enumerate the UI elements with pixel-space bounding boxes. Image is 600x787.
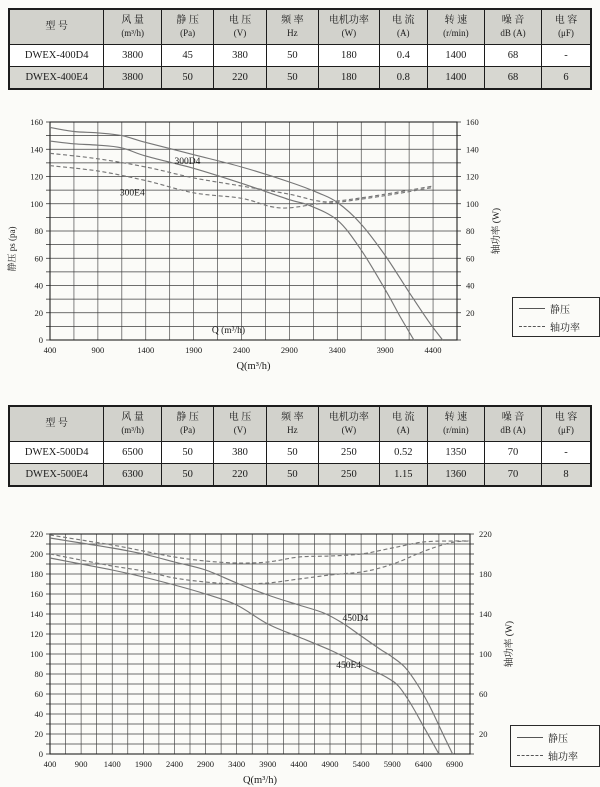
header-unit: (μF) — [558, 424, 574, 435]
y-tick-label-left: 160 — [30, 117, 43, 127]
y-tick-label-right: 140 — [479, 609, 492, 619]
table-header-cell — [214, 9, 266, 45]
table-cell: 250 — [319, 464, 380, 487]
inner-x-axis-label: Q (m³/h) — [211, 326, 246, 336]
y-tick-label-left: 80 — [34, 226, 43, 236]
x-tick-label: 3900 — [376, 345, 394, 355]
table-cell: 68 — [484, 67, 541, 90]
y-axis-label-right: 轴功率 (W) — [505, 620, 515, 668]
header-title: 风 量 — [121, 15, 144, 27]
chart-legend — [510, 725, 600, 767]
chart-svg — [0, 100, 600, 376]
y-tick-label-left: 60 — [34, 253, 43, 264]
header-unit: (r/min) — [443, 27, 469, 38]
y-tick-label-left: 80 — [34, 669, 43, 679]
table-header-cell — [484, 9, 541, 45]
table-header-cell — [9, 9, 104, 45]
table-cell: 3800 — [104, 45, 162, 67]
y-tick-label-right: 120 — [466, 171, 479, 182]
table-header-row — [9, 406, 591, 442]
solid-line-sample — [519, 308, 545, 309]
curve-label: 450D4 — [342, 614, 369, 624]
table-cell: DWEX-400D4 — [9, 45, 104, 67]
y-tick-label-left: 20 — [34, 729, 43, 739]
x-axis-label: Q(m³/h) — [242, 775, 278, 786]
header-unit: Hz — [287, 424, 298, 435]
table-header-cell — [104, 406, 162, 442]
x-tick-label: 3900 — [259, 759, 277, 769]
legend-entry — [519, 319, 593, 334]
x-tick-label: 1400 — [103, 759, 121, 769]
header-title: 静 压 — [176, 15, 199, 27]
x-tick-label: 4400 — [290, 759, 308, 769]
y-tick-label-right: 20 — [466, 307, 475, 318]
table-header-cell — [379, 406, 427, 442]
curve-label: 450E4 — [336, 661, 362, 671]
spec-table-dwex500 — [8, 405, 592, 487]
y-tick-label-left: 120 — [30, 171, 43, 182]
spec-table-dwex400 — [8, 8, 592, 90]
table-cell: 50 — [266, 45, 318, 67]
table-header-cell — [541, 406, 591, 442]
x-tick-label: 1400 — [137, 345, 155, 355]
header-title: 型 号 — [45, 417, 68, 429]
table-cell: 1400 — [427, 45, 484, 67]
table-cell: DWEX-500D4 — [9, 442, 104, 464]
table-header-cell — [161, 406, 213, 442]
solid-line-sample — [517, 737, 543, 738]
header-title: 噪 音 — [501, 15, 525, 27]
header-title: 电机功率 — [328, 412, 369, 424]
table-row — [9, 442, 591, 464]
table-cell: DWEX-500E4 — [9, 464, 104, 487]
header-title: 电 压 — [228, 412, 252, 424]
table-cell: 45 — [161, 45, 213, 67]
table-cell: 70 — [484, 442, 541, 464]
table-cell: 180 — [319, 45, 380, 67]
x-tick-label: 5400 — [352, 759, 370, 769]
table-cell: 50 — [266, 442, 318, 464]
x-tick-label: 900 — [74, 759, 88, 769]
x-tick-label: 6900 — [445, 759, 463, 769]
x-tick-label: 3400 — [228, 759, 246, 769]
table-cell: 0.8 — [379, 67, 427, 90]
header-unit: (μF) — [558, 27, 574, 38]
table-cell: 180 — [319, 67, 380, 90]
table-cell: 0.4 — [379, 45, 427, 67]
table-cell: 380 — [214, 45, 266, 67]
series-curve — [50, 558, 439, 754]
performance-chart-500 — [0, 513, 600, 787]
table-header-cell — [266, 9, 318, 45]
table-cell: - — [541, 45, 591, 67]
header-unit: (W) — [341, 424, 357, 435]
series-curve — [50, 535, 470, 563]
header-unit: (m³/h) — [121, 424, 145, 435]
y-tick-label-left: 40 — [34, 280, 43, 291]
chart-legend — [512, 297, 600, 337]
y-tick-label-right: 180 — [479, 569, 492, 579]
table-header-cell — [427, 406, 484, 442]
header-title: 静 压 — [176, 412, 199, 424]
y-tick-label-left: 120 — [30, 629, 43, 639]
table-cell: 1350 — [427, 442, 484, 464]
y-tick-label-left: 100 — [30, 649, 43, 659]
y-tick-label-left: 40 — [34, 709, 43, 719]
legend-label: 静压 — [550, 304, 570, 316]
header-title: 转 速 — [444, 412, 468, 424]
y-tick-label-left: 140 — [30, 609, 43, 619]
header-title: 电 压 — [228, 15, 252, 27]
x-tick-label: 4400 — [424, 345, 442, 355]
header-title: 电 容 — [554, 412, 578, 424]
y-tick-label-left: 160 — [30, 589, 43, 599]
table-cell: 68 — [484, 45, 541, 67]
spec-table — [8, 8, 592, 90]
y-tick-label-left: 0 — [38, 749, 43, 759]
header-unit: dB (A) — [500, 27, 526, 38]
table-cell: 50 — [266, 464, 318, 487]
y-tick-label-right: 60 — [466, 253, 475, 264]
y-axis-label-right: 轴功率 (W) — [492, 207, 502, 255]
dashed-line-sample — [519, 326, 545, 327]
table-header-cell — [9, 406, 104, 442]
curve-label: 300E4 — [119, 188, 145, 199]
table-row — [9, 67, 591, 90]
table-cell: 1360 — [427, 464, 484, 487]
table-row — [9, 45, 591, 67]
legend-entry — [517, 730, 593, 745]
y-tick-label-left: 200 — [30, 549, 43, 559]
y-tick-label-left: 220 — [30, 529, 43, 539]
table-header-cell — [214, 406, 266, 442]
y-tick-label-left: 20 — [34, 307, 43, 318]
x-tick-label: 2900 — [197, 759, 215, 769]
y-tick-label-left: 60 — [34, 689, 43, 699]
table-cell: 3800 — [104, 67, 162, 90]
y-tick-label-right: 40 — [466, 280, 475, 291]
header-title: 电 流 — [392, 15, 415, 27]
y-tick-label-right: 160 — [466, 117, 479, 127]
x-tick-label: 6400 — [414, 759, 432, 769]
header-unit: (W) — [341, 27, 357, 38]
y-axis-label-left: 静压 ps (pa) — [7, 226, 17, 272]
table-cell: 8 — [541, 464, 591, 487]
header-title: 噪 音 — [501, 412, 525, 424]
table-header-cell — [541, 9, 591, 45]
header-title: 电 容 — [554, 15, 578, 27]
header-unit: (Pa) — [180, 27, 196, 38]
table-header-cell — [379, 9, 427, 45]
header-unit: (V) — [233, 27, 247, 38]
table-cell: 6300 — [104, 464, 162, 487]
table-header-cell — [161, 9, 213, 45]
y-tick-label-right: 140 — [466, 144, 479, 155]
y-tick-label-right: 100 — [479, 649, 492, 659]
x-tick-label: 3400 — [328, 345, 346, 355]
y-tick-label-right: 80 — [466, 226, 475, 236]
y-tick-label-left: 180 — [30, 569, 43, 579]
header-title: 风 量 — [121, 412, 144, 424]
dashed-line-sample — [517, 755, 543, 756]
table-cell: 220 — [214, 464, 266, 487]
table-cell: 50 — [161, 442, 213, 464]
x-tick-label: 4900 — [321, 759, 339, 769]
table-header-cell — [484, 406, 541, 442]
header-unit: (A) — [397, 424, 410, 435]
header-title: 型 号 — [45, 20, 68, 32]
table-header-cell — [319, 406, 380, 442]
y-tick-label-left: 100 — [30, 198, 43, 209]
table-cell: - — [541, 442, 591, 464]
table-header-cell — [104, 9, 162, 45]
curve-label: 300D4 — [174, 157, 201, 168]
series-curve — [50, 127, 443, 340]
header-unit: (V) — [233, 424, 247, 435]
table-header-cell — [319, 9, 380, 45]
table-cell: 380 — [214, 442, 266, 464]
table-cell: 0.52 — [379, 442, 427, 464]
legend-label: 轴功率 — [548, 751, 578, 763]
x-axis-label: Q(m³/h) — [236, 361, 271, 372]
legend-entry — [517, 748, 593, 763]
table-cell: 50 — [161, 464, 213, 487]
header-title: 转 速 — [444, 15, 468, 27]
x-tick-label: 2400 — [165, 759, 183, 769]
x-tick-label: 400 — [43, 759, 57, 769]
header-title: 频 率 — [281, 15, 304, 27]
legend-label: 静压 — [548, 733, 568, 745]
table-cell: 250 — [319, 442, 380, 464]
series-curve — [50, 141, 414, 340]
x-tick-label: 2400 — [233, 345, 251, 355]
x-tick-label: 400 — [43, 345, 57, 355]
y-tick-label-left: 140 — [30, 144, 43, 155]
header-unit: (m³/h) — [121, 27, 145, 38]
performance-chart-400 — [0, 100, 600, 376]
table-cell: DWEX-400E4 — [9, 67, 104, 90]
table-row — [9, 464, 591, 487]
header-title: 电机功率 — [328, 15, 369, 27]
y-tick-label-left: 0 — [38, 335, 43, 345]
y-tick-label-right: 60 — [479, 689, 488, 699]
table-cell: 1.15 — [379, 464, 427, 487]
header-unit: dB (A) — [500, 424, 526, 435]
y-tick-label-right: 100 — [466, 198, 479, 209]
x-tick-label: 5900 — [383, 759, 401, 769]
header-unit: (r/min) — [443, 424, 469, 435]
spec-table — [8, 405, 592, 487]
header-unit: Hz — [287, 27, 298, 38]
x-tick-label: 1900 — [134, 759, 152, 769]
table-cell: 50 — [266, 67, 318, 90]
x-tick-label: 2900 — [280, 345, 298, 355]
table-header-row — [9, 9, 591, 45]
table-header-cell — [427, 9, 484, 45]
table-header-cell — [266, 406, 318, 442]
table-cell: 6500 — [104, 442, 162, 464]
header-unit: (A) — [397, 27, 410, 38]
header-title: 频 率 — [281, 412, 304, 424]
legend-label: 轴功率 — [550, 322, 580, 334]
table-cell: 6 — [541, 67, 591, 90]
y-tick-label-right: 220 — [479, 529, 492, 539]
table-cell: 70 — [484, 464, 541, 487]
header-title: 电 流 — [392, 412, 415, 424]
x-tick-label: 1900 — [185, 345, 203, 355]
x-tick-label: 900 — [91, 345, 105, 355]
table-cell: 50 — [161, 67, 213, 90]
legend-entry — [519, 301, 593, 316]
header-unit: (Pa) — [180, 424, 196, 435]
table-cell: 220 — [214, 67, 266, 90]
y-tick-label-right: 20 — [479, 729, 488, 739]
table-cell: 1400 — [427, 67, 484, 90]
